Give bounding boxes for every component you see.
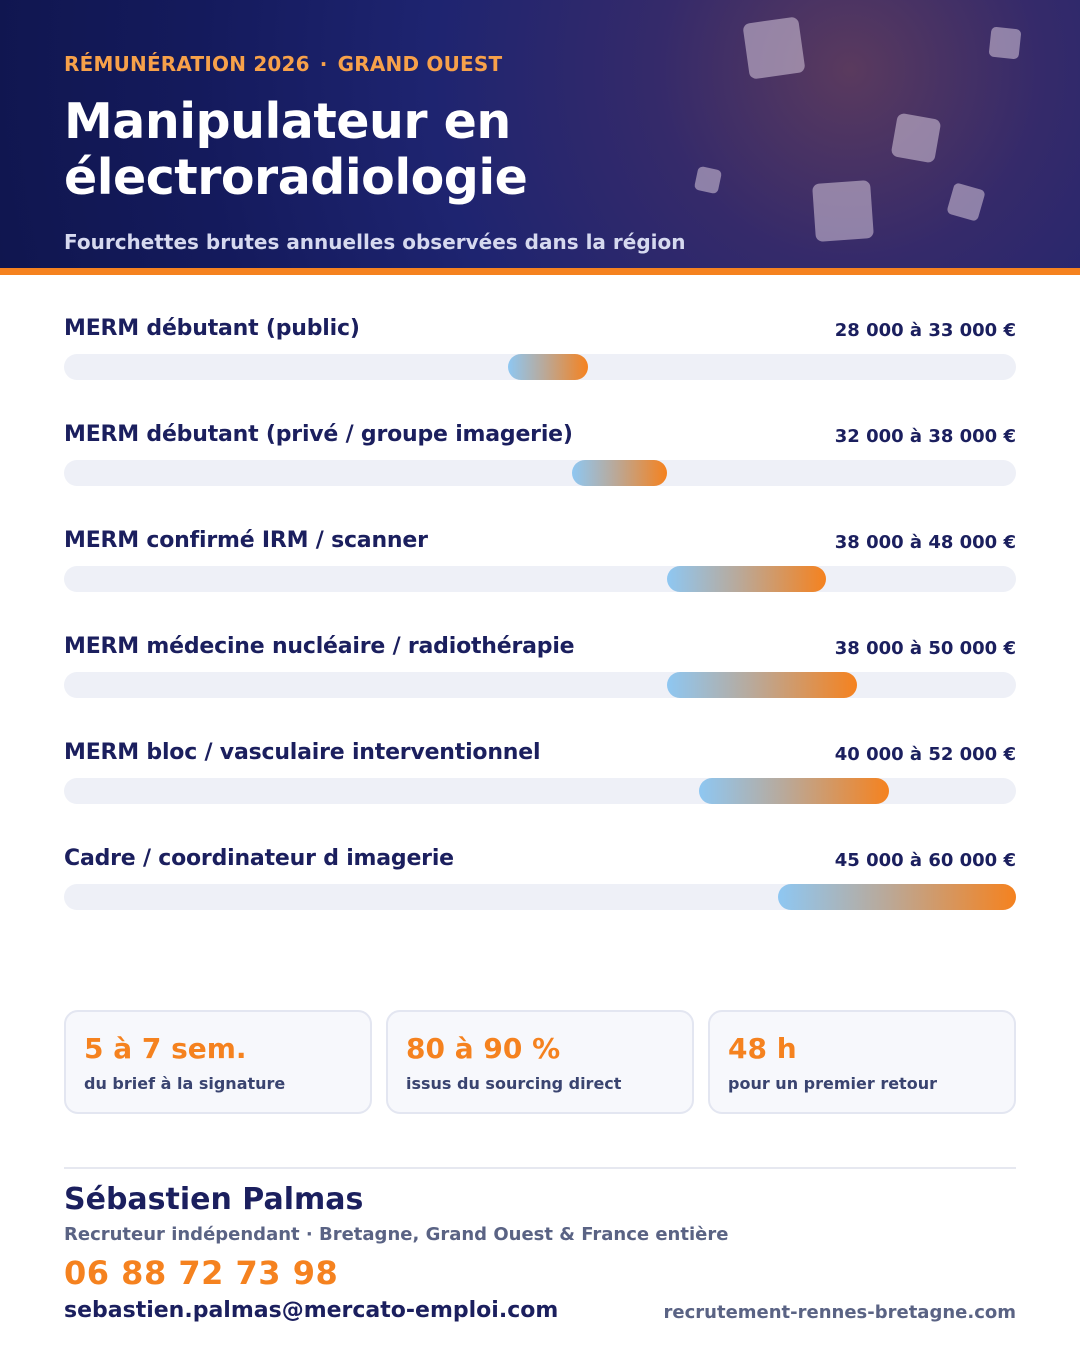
row-label: Cadre / coordinateur d imagerie [64,846,454,871]
stat-card-sourcing [386,1010,694,1114]
stat-value: 5 à 7 sem. [84,1032,247,1065]
row-value-label: 28 000 à 33 000 € [834,320,1016,341]
stat-label: pour un premier retour [728,1074,937,1093]
eyebrow-year: RÉMUNÉRATION 2026 [64,52,310,76]
chart-row [64,422,1016,492]
range-bar [699,778,889,804]
row-value-label: 45 000 à 60 000 € [834,850,1016,871]
range-bar [572,460,667,486]
floating-square-icon [989,27,1022,60]
eyebrow [64,52,502,76]
range-track [64,354,1016,380]
row-label: MERM médecine nucléaire / radiothérapie [64,634,575,659]
contact-website[interactable]: recrutement-rennes-bretagne.com [663,1302,1016,1323]
contact-name: Sébastien Palmas [64,1182,364,1217]
stats-section [64,1010,1016,1114]
stat-value: 48 h [728,1032,797,1065]
contact-role: Recruteur indépendant · Bretagne, Grand Ouest & France entière [64,1224,729,1245]
stat-card-delay [64,1010,372,1114]
chart-row [64,316,1016,386]
row-label: MERM bloc / vasculaire interventionnel [64,740,541,765]
row-label: MERM débutant (privé / groupe imagerie) [64,422,573,447]
header-accent-bar [0,268,1080,275]
row-value-label: 40 000 à 52 000 € [834,744,1016,765]
row-value-label: 32 000 à 38 000 € [834,426,1016,447]
stat-label: du brief à la signature [84,1074,286,1093]
footer-divider [64,1167,1016,1169]
page-subtitle: Fourchettes brutes annuelles observées dans la région [64,230,686,254]
row-value-label: 38 000 à 48 000 € [834,532,1016,553]
stat-value: 80 à 90 % [406,1032,561,1065]
range-track [64,778,1016,804]
chart-row [64,846,1016,916]
floating-square-icon [742,16,805,79]
floating-square-icon [694,166,722,194]
row-label: MERM confirmé IRM / scanner [64,528,428,553]
chart-row [64,740,1016,810]
range-bar [667,566,826,592]
page-title: Manipulateur en électroradiologie [64,93,528,206]
chart-row [64,634,1016,704]
contact-email[interactable]: sebastien.palmas@mercato-emploi.com [64,1298,559,1323]
range-track [64,672,1016,698]
eyebrow-region: GRAND OUEST [337,52,503,76]
eyebrow-separator: · [319,52,328,76]
range-bar [667,672,857,698]
stat-label: issus du sourcing direct [406,1074,622,1093]
range-track [64,884,1016,910]
range-bar [508,354,587,380]
chart-row [64,528,1016,598]
floating-square-icon [812,180,874,242]
range-bar [778,884,1016,910]
stat-card-response [708,1010,1016,1114]
contact-phone[interactable]: 06 88 72 73 98 [64,1254,339,1292]
range-track [64,566,1016,592]
floating-square-icon [891,113,942,164]
header-banner [0,0,1080,268]
row-label: MERM débutant (public) [64,316,360,341]
row-value-label: 38 000 à 50 000 € [834,638,1016,659]
range-track [64,460,1016,486]
floating-square-icon [946,182,986,222]
